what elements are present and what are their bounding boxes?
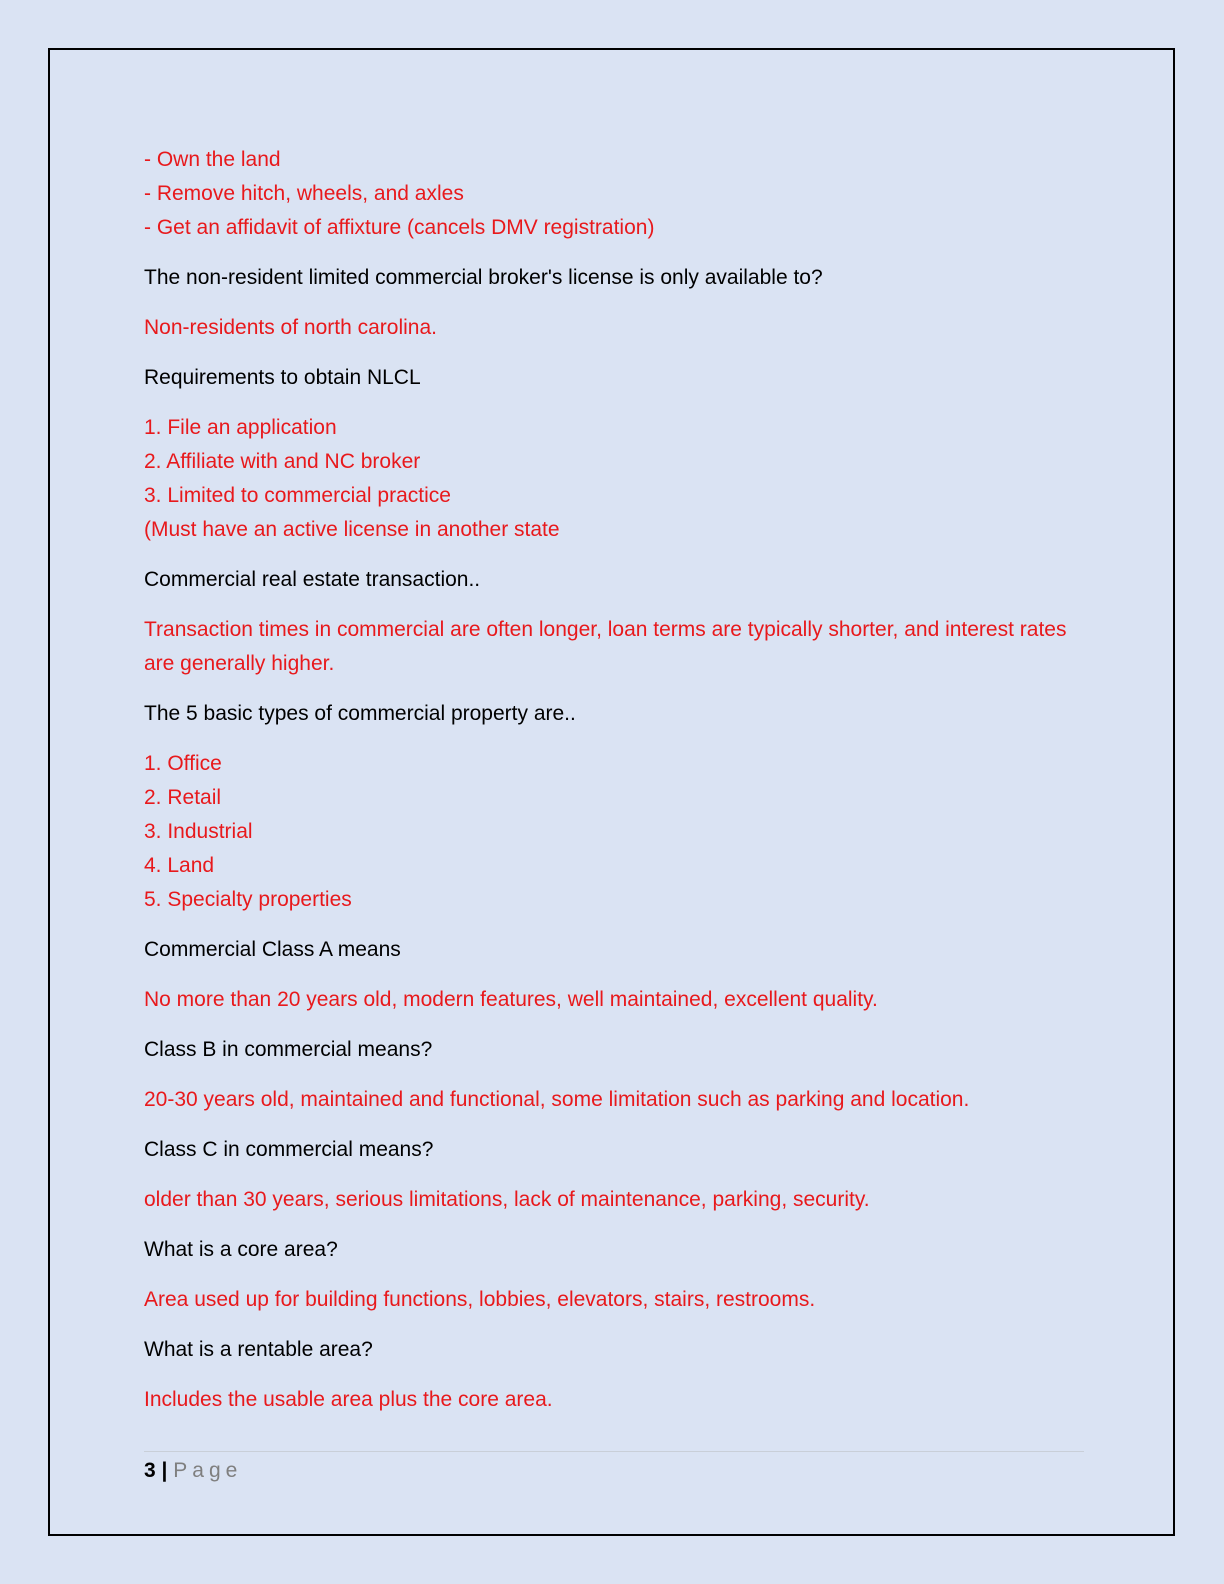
answer-7: older than 30 years, serious limitations, lack of maintenance, parking, security. [144, 1188, 870, 1211]
question-9: What is a rentable area? [144, 1338, 373, 1361]
page-label: Page [173, 1459, 243, 1482]
question-5: Commercial Class A means [144, 938, 401, 961]
question-8: What is a core area? [144, 1238, 338, 1261]
top-list [144, 143, 1084, 245]
list-item: 3. Limited to commercial practice [144, 484, 451, 507]
page-number: 3 [144, 1459, 156, 1482]
question-4: The 5 basic types of commercial property are.. [144, 702, 576, 725]
question-6: Class B in commercial means? [144, 1038, 433, 1061]
answer-4-list [144, 747, 1084, 917]
question-1: The non-resident limited commercial broker's license is only available to? [144, 266, 823, 289]
answer-2-list [144, 411, 1084, 547]
answer-8: Area used up for building functions, lobbies, elevators, stairs, restrooms. [144, 1288, 816, 1311]
answer-5: No more than 20 years old, modern features, well maintained, excellent quality. [144, 988, 878, 1011]
footer-separator: | [161, 1459, 168, 1482]
question-7: Class C in commercial means? [144, 1138, 434, 1161]
list-item: 3. Industrial [144, 820, 253, 843]
list-item: - Remove hitch, wheels, and axles [144, 182, 464, 205]
list-item: - Own the land [144, 148, 281, 171]
document-body [144, 143, 1084, 1433]
list-item: - Get an affidavit of affixture (cancels DMV registration) [144, 216, 655, 239]
answer-3: Transaction times in commercial are often longer, loan terms are typically shorter, and interest rates are generally higher. [144, 618, 1067, 675]
answer-6: 20-30 years old, maintained and functional, some limitation such as parking and location. [144, 1088, 970, 1111]
list-item: 2. Retail [144, 786, 222, 809]
answer-1: Non-residents of north carolina. [144, 316, 437, 339]
list-item: 4. Land [144, 854, 215, 877]
list-item: (Must have an active license in another state [144, 518, 560, 541]
list-item: 1. Office [144, 752, 222, 775]
question-3: Commercial real estate transaction.. [144, 568, 481, 591]
list-item: 5. Specialty properties [144, 888, 352, 911]
list-item: 1. File an application [144, 416, 337, 439]
page-footer [144, 1451, 1084, 1488]
answer-9: Includes the usable area plus the core area. [144, 1388, 553, 1411]
question-2: Requirements to obtain NLCL [144, 366, 421, 389]
list-item: 2. Affiliate with and NC broker [144, 450, 421, 473]
